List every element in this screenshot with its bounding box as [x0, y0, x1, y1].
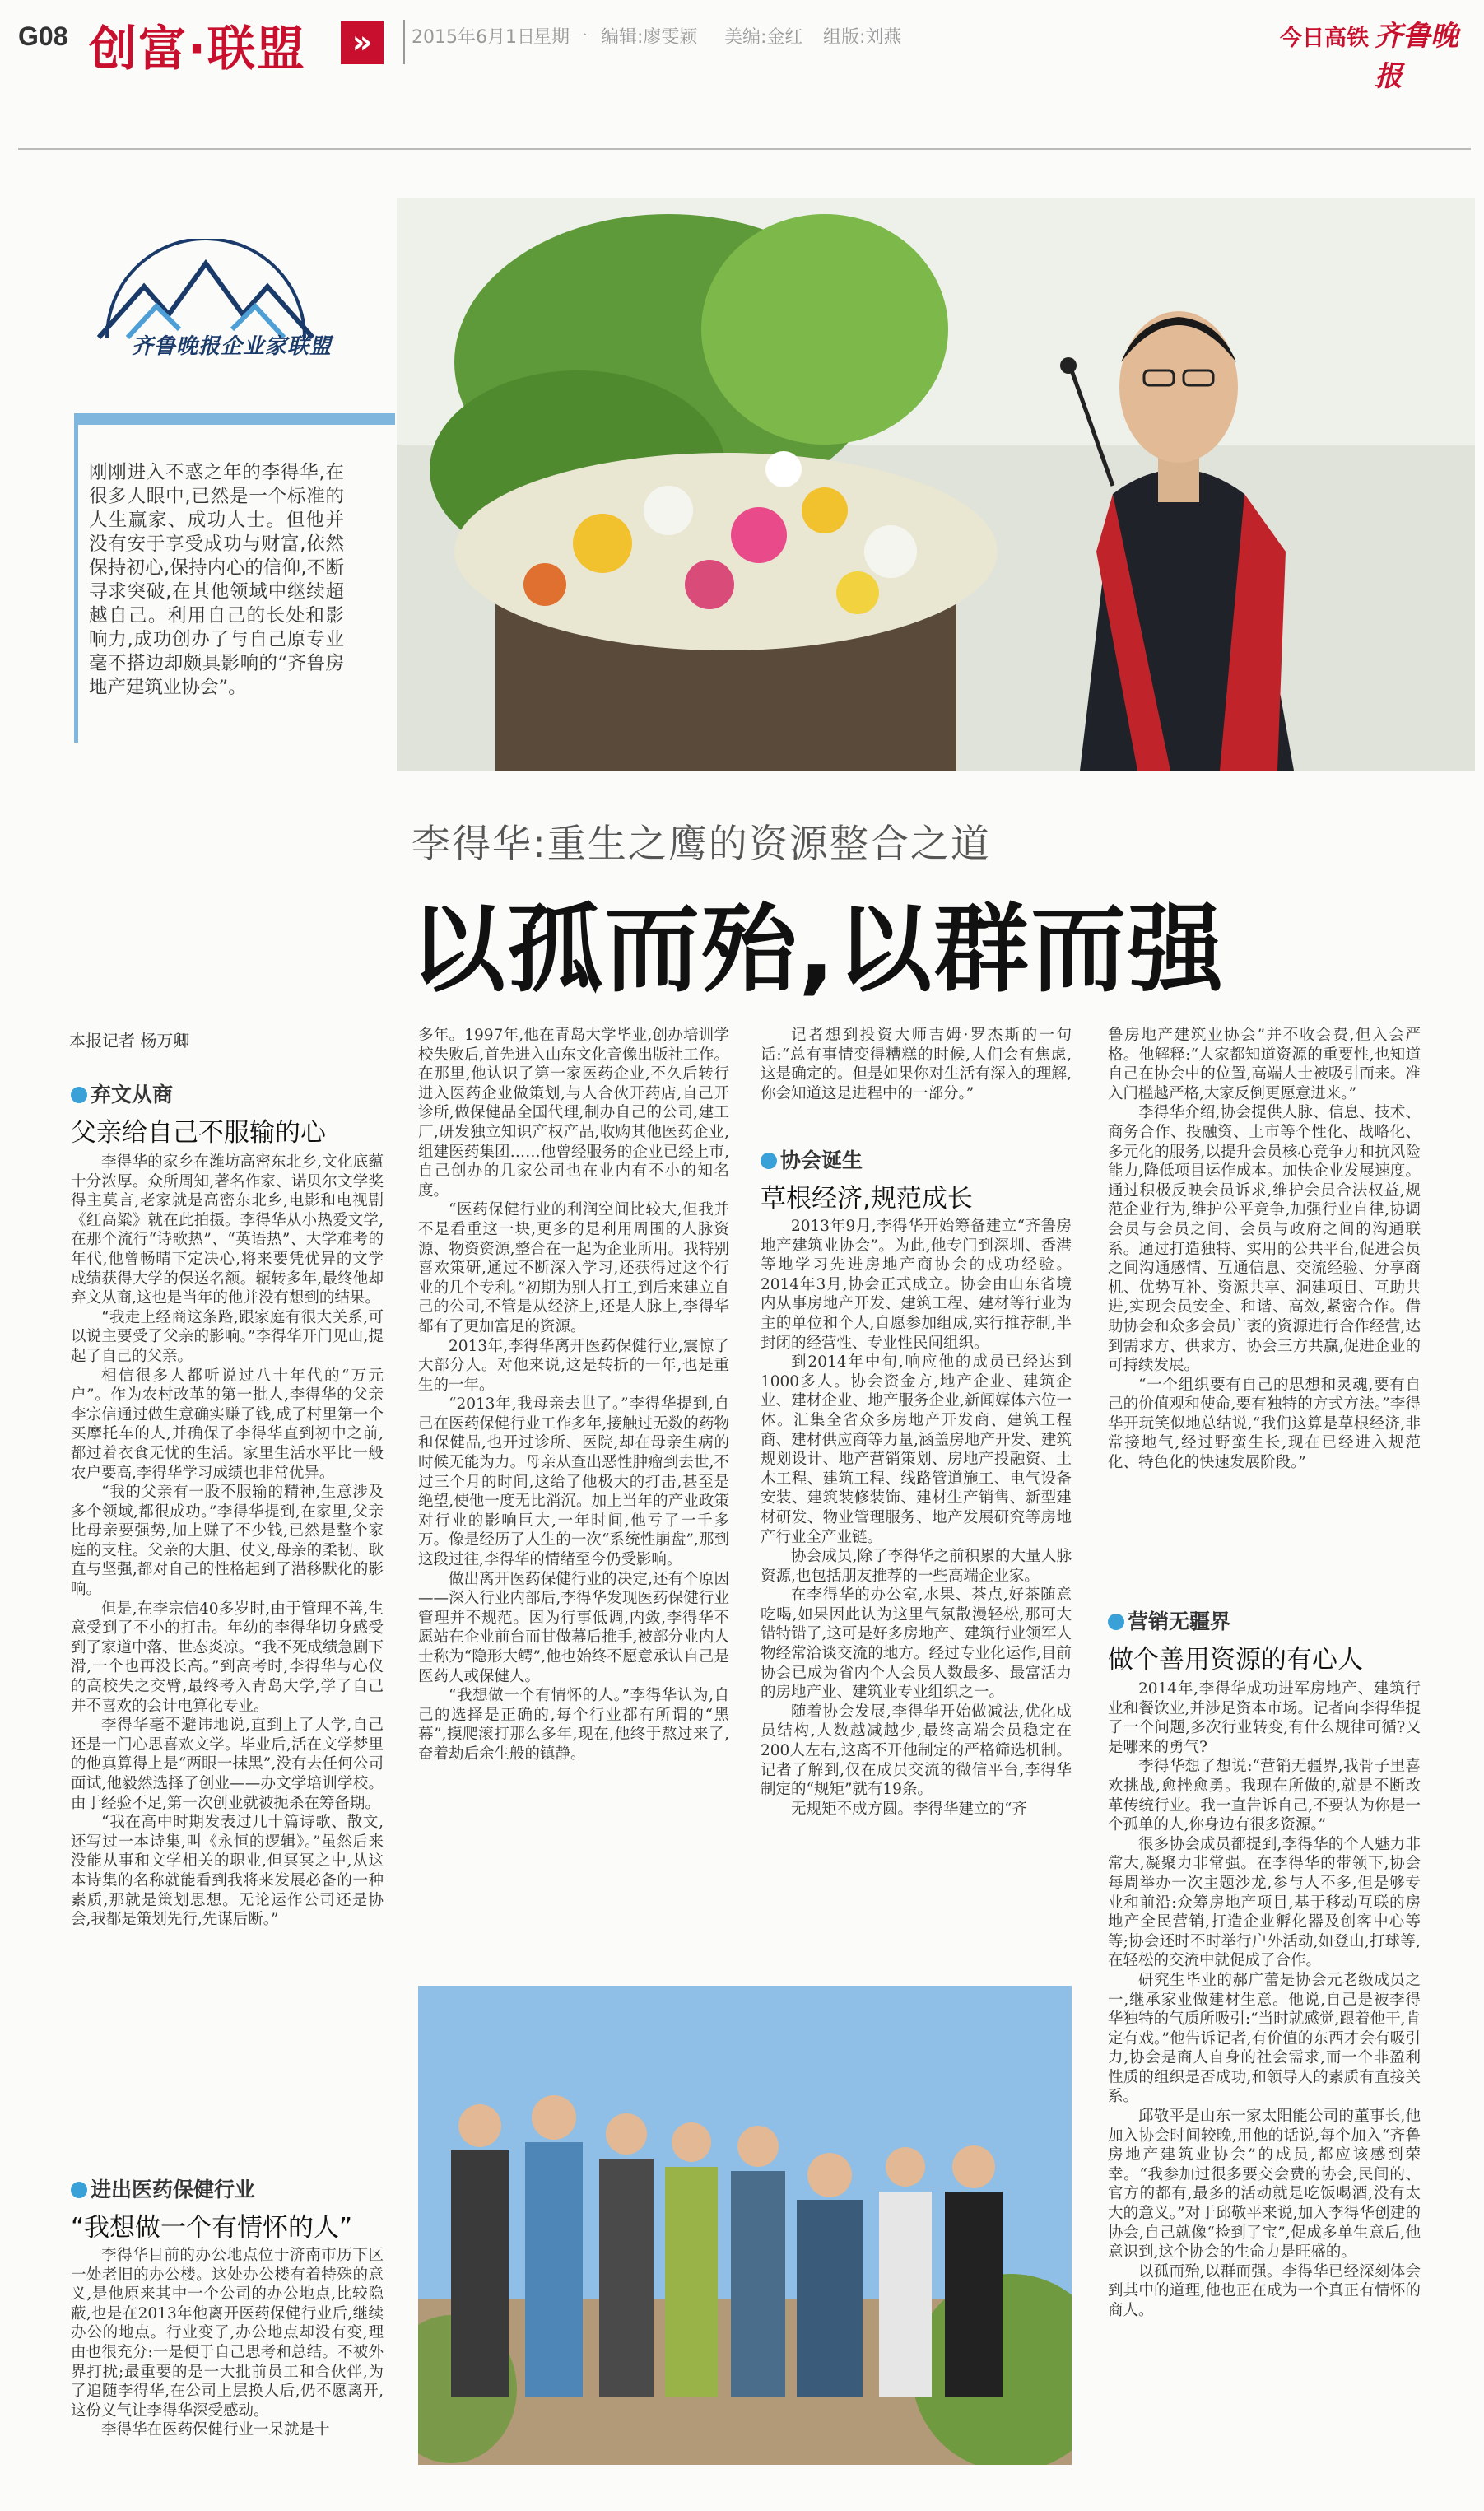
paragraph: 李得华在医药保健行业一呆就是十: [101, 2421, 330, 2439]
paragraph: 李得华毫不避讳地说,直到上了大学,自己还是一门心思喜欢文学。毕业后,活在文学梦里的他真算得上是“两眼一抹黑”,没有去任何公司面试,他毅然选择了创业——办文学培训学校。由于经验不足,第一次创业就被扼杀在筹备期。: [71, 1717, 384, 1812]
paragraph: 李得华想了想说:“营销无疆界,我骨子里喜欢挑战,愈挫愈勇。我现在所做的,就是不断改革传统行业。我一直告诉自己,不要认为你是一个孤单的人,你身边有很多资源。”: [1108, 1758, 1421, 1834]
section-heading-1: 父亲给自己不服输的心: [71, 1118, 326, 1148]
paragraph: 鲁房地产建筑业协会”并不收会费,但入会严格。他解释:“大家都知道资源的重要性,也知道自己在协会中的位置,高端人士被吸引而来。准入门槛越严格,大家反倒更愿意进来。”: [1108, 1027, 1421, 1102]
column-tag: 今日高铁: [1280, 26, 1369, 51]
paragraph: “我走上经商这条路,跟家庭有很大关系,可以说主要受了父亲的影响。”李得华开门见山,提起了自己的父亲。: [71, 1308, 384, 1365]
column-1-body-a: [71, 1153, 384, 1930]
paragraph: 多年。1997年,他在青岛大学毕业,创办培训学校失败后,首先进入山东文化音像出版社工作。在那里,他认识了第一家医药企业,不久后转行进入医药企业做策划,与人合伙开药店,自己开诊所,做保健品全国代理,制办自己的公司,建工厂,研发独立知识产权产品,收购其他医药企业,组建医药集团……他曾经服务的企业已经上市,自己创办的几家公司也在业内有不小的知名度。: [418, 1027, 729, 1200]
paragraph: 研究生毕业的郝广蕾是协会元老级成员之一,继承家业做建材生意。他说,自己是被李得华独特的气质所吸引:“当时就感觉,跟着他干,肯定有戏。”他告诉记者,有价值的东西才会有吸引力,协会是商人自身的社会需求,而一个非盈利性质的组织是否成功,和领导人的素质有直接关系。: [1108, 1971, 1421, 2106]
column-3-body-b: [761, 1217, 1072, 1819]
paragraph: 但是,在李宗信40多岁时,由于管理不善,生意受到了不小的打击。年幼的李得华切身感受到了家道中落、世态炎凉。“我不死成绩急剧下滑,一个也再没长高。”到高考时,李得华与心仪的高校失之交臂,最终考入青岛大学,学了自己并不喜欢的会计电算化专业。: [71, 1600, 384, 1715]
bullet-dot-icon: [71, 2182, 87, 2198]
paragraph: 到2014年中旬,响应他的成员已经达到1000多人。协会资金方,地产企业、建筑企业、建材企业、地产服务企业,新闻媒体六位一体。汇集全省众多房地产开发商、建筑工程商、建材供应商等力量,涵盖房地产开发、建筑规划设计、地产营销策划、房地产投融资、土木工程、建筑工程、线路管道施工、电气设备安装、建筑装修装饰、建材生产销售、新型建材研发、物业管理服务、地产发展研究等房地产行业全产业链。: [761, 1353, 1072, 1546]
paragraph: “我的父亲有一股不服输的精神,生意涉及多个领域,都很成功。”李得华提到,在家里,父亲比母亲要强势,加上赚了不少钱,已然是整个家庭的支柱。父亲的大胆、仗义,母亲的柔韧、耿直与坚强,都对自己的性格起到了潜移默化的影响。: [71, 1484, 384, 1599]
intro-paragraph: 刚刚进入不惑之年的李得华,在很多人眼中,已然是一个标准的人生赢家、成功人士。但他并没有安于享受成功与财富,依然保持初心,保持内心的信仰,不断寻求突破,在其他领域中继续超越自己。利用自己的长处和影响力,成功创办了与自己原专业毫不搭边却颇具影响的“齐鲁房地产建筑业协会”。: [89, 462, 344, 698]
paragraph: 随着协会发展,李得华开始做减法,优化成员结构,人数越减越少,最终高端会员稳定在200人左右,这离不开他制定的严格筛选机制。记者了解到,仅在成员交流的微信平台,李得华制定的“规矩”就有19条。: [761, 1703, 1072, 1799]
section-label-text: 弃文从商: [91, 1083, 174, 1106]
paragraph: “医药保健行业的利润空间比较大,但我并不是看重这一块,更多的是利用周围的人脉资源、物资资源,整合在一起为企业所用。我特别喜欢策研,通过不断深入学习,还获得过这个行业的几个专利。”初期为别人打工,到后来建立自己的公司,不管是从经济上,还是人脉上,李得华都有了更加富足的资源。: [418, 1201, 729, 1335]
column-1-body-b: [71, 2246, 384, 2440]
newspaper-logo: 齐鲁晚报: [1375, 20, 1458, 93]
paragraph: 李得华目前的办公地点位于济南市历下区一处老旧的办公楼。这处办公楼有着特殊的意义,是他原来其中一个公司的办公地点,比较隐蔽,也是在2013年他离开医药保健行业后,继续办公的地点。行业变了,办公地点却没有变,理由也很充分:一是便于自己思考和总结。不被外界打扰;最重要的是一大批前员工和合伙伴,为了追随李得华,在公司上层换人后,仍不愿离开,这份义气让李得华深受感动。: [71, 2247, 384, 2420]
section-title: 创富·联盟: [89, 21, 307, 77]
paragraph: 2014年,李得华成功进军房地产、建筑行业和餐饮业,并涉足资本市场。记者向李得华提了一个问题,多次行业转变,有什么规律可循?又是哪来的勇气?: [1108, 1680, 1421, 1756]
paragraph: 李得华的家乡在潍坊高密东北乡,文化底蕴十分浓厚。众所周知,著名作家、诺贝尔文学奖得主莫言,老家就是高密东北乡,电影和电视剧《红高粱》就在此拍摄。李得华从小热爱文学,在那个流行“诗歌热”、“英语热”、大学难考的年代,他曾畅晴下定决心,将来要凭优异的文学成绩获得大学的保送名额。辗转多年,最终他却弃文从商,这也是当年的他并没有想到的结果。: [71, 1153, 384, 1307]
column-2-body: [418, 1026, 729, 1764]
paragraph: 记者想到投资大师吉姆·罗杰斯的一句话:“总有事情变得糟糕的时候,人们会有焦虑,这是确定的。但是如果你对生活有深入的理解,你会知道这是进程中的一部分。”: [761, 1027, 1072, 1102]
article-headline: 以孤而殆,以群而强: [410, 894, 1226, 1005]
intro-accent-bar: [74, 413, 395, 425]
intro-accent-line: [74, 413, 78, 743]
paragraph: 协会成员,除了李得华之前积累的大量人脉资源,也包括朋友推荐的一些高端企业家。: [761, 1548, 1072, 1585]
section-label-text: 营销无疆界: [1128, 1610, 1231, 1633]
section-heading-4: 做个善用资源的有心人: [1108, 1645, 1363, 1675]
paragraph: 做出离开医药保健行业的决定,还有个原因——深入行业内部后,李得华发现医药保健行业管理并不规范。因为行事低调,内敛,李得华不愿站在企业前台而甘做幕后推手,被部分业内人士称为“隐形大鳄”,他也始终不愿意承认自己是医药人或保健人。: [418, 1570, 729, 1685]
section-label-3: [761, 1144, 863, 1174]
column-4-body-a: [1108, 1026, 1421, 1473]
column-4-body-b: [1108, 1679, 1421, 2321]
bullet-dot-icon: [1108, 1614, 1124, 1630]
paragraph: “2013年,我母亲去世了。”李得华提到,自己在医药保健行业工作多年,接触过无数的药物和保健品,也开过诊所、医院,却在母亲生病的时候无能为力。母亲从查出恶性肿瘤到去世,不过三个月的时间,这给了他极大的打击,甚至是绝望,使他一度无比消沉。加上当年的产业政策对行业的影响巨大,一年时间,他亏了一千多万。像是经历了人生的一次“系统性崩盘”,那到这段过往,李得华的情绪至今仍受影响。: [418, 1395, 729, 1569]
paragraph: 李得华介绍,协会提供人脉、信息、技术、商务合作、投融资、上市等个性化、战略化、多元化的服务,以提升会员核心竞争力和抗风险能力,降低项目运作成本。加快企业发展速度。通过积极反映会员诉求,维护会员合法权益,规范企业行为,维护公平竞争,加强行业自律,协调会员与会员之间、会员与政府之间的沟通联系。通过打造独特、实用的公共平台,促进会员之间沟通感情、互通信息、交流经验、分享商机、优势互补、资源共享、洞建项目、互助共进,实现会员安全、和谐、高效,紧密合作。借助协会和众多会员广袤的资源进行合作经营,达到需求方、供求方、协会三方共赢,促进企业的可持续发展。: [1108, 1104, 1421, 1375]
paragraph: 2013年9月,李得华开始筹备建立“齐鲁房地产建筑业协会”。为此,他专门到深圳、香港等地学习先进房地产商协会的成功经验。2014年3月,协会正式成立。协会由山东省境内从事房地产开发、建筑工程、建材等行业为主的单位和个人,自愿参加组成,实行推荐制,半封闭的经营性、专业性民间组织。: [761, 1218, 1072, 1352]
section-label-text: 协会诞生: [780, 1148, 863, 1172]
paragraph: “我想做一个有情怀的人。”李得华认为,自己的选择是正确的,每个行业都有所谓的“黑幕”,摸爬滚打那么多年,现在,他终于熬过来了,奋着劫后余生般的镇静。: [418, 1687, 729, 1763]
header-divider: [403, 20, 405, 64]
section-label-text: 进出医药保健行业: [91, 2178, 256, 2201]
speaker-photo: [397, 198, 1475, 771]
group-photo: [418, 1986, 1072, 2465]
article-subheadline: 李得华:重生之鹰的资源整合之道: [412, 822, 991, 867]
byline: 本报记者 杨万卿: [69, 1031, 190, 1051]
bullet-dot-icon: [761, 1153, 777, 1169]
paragraph: 无规矩不成方圆。李得华建立的“齐: [791, 1800, 1027, 1818]
section-label-1: [71, 1078, 173, 1108]
section-label-4: [1108, 1605, 1230, 1635]
column-3-body-a: [761, 1026, 1072, 1103]
header-rule: [18, 148, 1471, 150]
section-heading-2: “我想做一个有情怀的人”: [71, 2213, 353, 2243]
mountain-logo-icon: [82, 239, 329, 387]
alliance-logo-text: 齐鲁晚报企业家联盟: [132, 334, 333, 359]
paragraph: 相信很多人都听说过八十年代的“万元户”。作为农村改革的第一批人,李得华的父亲李宗信通过做生意确实赚了钱,成了村里第一个买摩托车的人,并确保了李得华直到初中之前,都过着衣食无忧的生活。家里生活水平比一般农户要高,李得华学习成绩也非常优异。: [71, 1367, 384, 1482]
paragraph: “一个组织要有自己的思想和灵魂,要有自己的价值观和使命,要有独特的方式方法。”李得华开玩笑似地总结说,“我们这算是草根经济,非常接地气,经过野蛮生长,现在已经进入规范化、特色化的快速发展阶段。”: [1108, 1376, 1421, 1472]
layout-editor: 组版:刘燕: [823, 27, 902, 48]
section-heading-3: 草根经济,规范成长: [761, 1184, 973, 1214]
weekday: 星期一: [533, 27, 588, 48]
paragraph: 邱敬平是山东一家太阳能公司的董事长,他加入协会时间较晚,用他的话说,每个加入“齐鲁房地产建筑业协会”的成员,都应该感到荣幸。“我参加过很多要交会费的协会,民间的、官方的都有,最多的活动就是吃饭喝酒,没有太大的意义。”对于邱敬平来说,加入李得华创建的协会,自己就像“捡到了宝”,促成多单生意后,他意识到,这个协会的生命力是旺盛的。: [1108, 2108, 1421, 2262]
section-arrow-icon: »: [341, 21, 384, 64]
paragraph: 很多协会成员都提到,李得华的个人魅力非常大,凝聚力非常强。在李得华的带领下,协会每周举办一次主题沙龙,参与人不多,但是够专业和前沿:众筹房地产项目,基于移动互联的房地产全民营销,打造企业孵化器及创客中心等等;协会还时不时举行户外活动,如登山,打球等,在轻松的交流中就促成了合作。: [1108, 1835, 1421, 1970]
paragraph: 在李得华的办公室,水果、茶点,好茶随意吃喝,如果因此认为这里气氛散漫轻松,那可大错特错了,这可是好多房地产、建筑行业领军人物经常洽谈交流的地方。经过专业化运作,目前协会已成为省内个人会员人数最多、最富活力的房地产业、建筑业专业组织之一。: [761, 1586, 1072, 1702]
paragraph: 2013年,李得华离开医药保健行业,震惊了大部分人。对他来说,这是转折的一年,也是重生的一年。: [418, 1337, 729, 1394]
issue-date: 2015年6月1日: [412, 27, 535, 48]
editor: 编辑:廖雯颖: [601, 27, 698, 48]
art-editor: 美编:金红: [724, 27, 803, 48]
bullet-dot-icon: [71, 1087, 87, 1103]
section-label-2: [71, 2173, 255, 2203]
paragraph: “我在高中时期发表过几十篇诗歌、散文,还写过一本诗集,叫《永恒的逻辑》。”虽然后来没能从事和文学相关的职业,但冥冥之中,从这本诗集的名称就能看到我将来发展必备的一种素质,那就是策划思想。无论运作公司还是协会,我都是策划先行,先谋后断。”: [71, 1814, 384, 1929]
page-number: G08: [18, 21, 68, 51]
paragraph: 以孤而殆,以群而强。李得华已经深刻体会到其中的道理,他也正在成为一个真正有情怀的商人。: [1108, 2262, 1421, 2319]
